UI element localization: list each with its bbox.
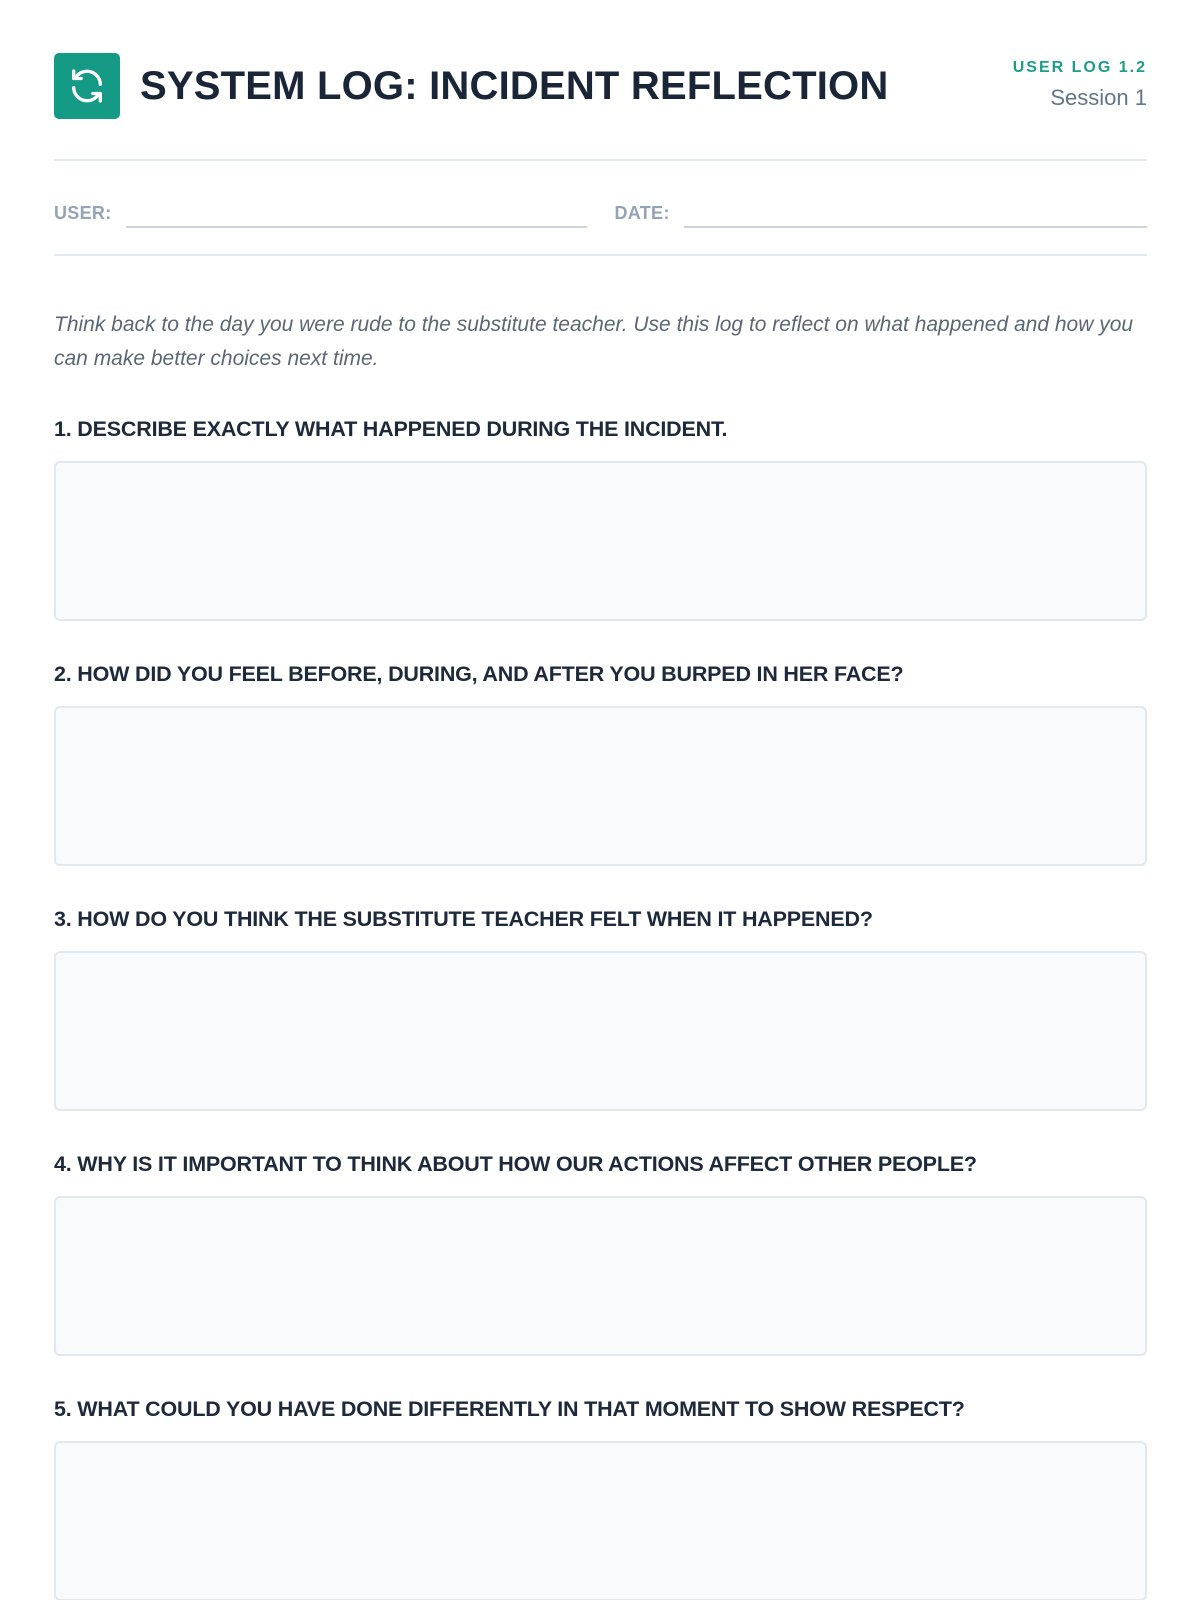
- question-label: 2. HOW DID YOU FEEL BEFORE, DURING, AND AFTER YOU BURPED IN HER FACE?: [54, 662, 904, 686]
- question-2: [54, 661, 1147, 866]
- answer-box[interactable]: [54, 1196, 1147, 1356]
- brand: [54, 53, 888, 119]
- question-1: [54, 416, 1147, 621]
- question-3: [54, 906, 1147, 1111]
- date-field: [615, 200, 1148, 228]
- user-input-line[interactable]: [126, 200, 587, 228]
- answer-box[interactable]: [54, 951, 1147, 1111]
- date-label: DATE:: [614, 203, 670, 223]
- info-fields: [54, 161, 1147, 256]
- date-input-line[interactable]: [684, 200, 1147, 228]
- page-title: SYSTEM LOG: INCIDENT REFLECTION: [140, 64, 889, 108]
- question-4: [54, 1151, 1147, 1356]
- question-5: [54, 1396, 1147, 1600]
- answer-box[interactable]: [54, 461, 1147, 621]
- refresh-icon: [54, 53, 120, 119]
- question-label: 5. WHAT COULD YOU HAVE DONE DIFFERENTLY IN THAT MOMENT TO SHOW RESPECT?: [54, 1397, 965, 1421]
- intro-text: Think back to the day you were rude to the substitute teacher. Use this log to reflect on what happened and how you can make better choices next time.: [54, 313, 1134, 370]
- user-field: [54, 200, 587, 228]
- log-version: USER LOG 1.2: [1012, 59, 1147, 76]
- answer-box[interactable]: [54, 706, 1147, 866]
- log-meta: [1013, 53, 1147, 110]
- header: [54, 53, 1147, 161]
- session-label: Session 1: [1050, 85, 1147, 110]
- user-label: USER:: [54, 203, 112, 223]
- question-label: 1. DESCRIBE EXACTLY WHAT HAPPENED DURING THE INCIDENT.: [54, 417, 728, 441]
- question-label: 4. WHY IS IT IMPORTANT TO THINK ABOUT HOW OUR ACTIONS AFFECT OTHER PEOPLE?: [54, 1152, 977, 1176]
- question-label: 3. HOW DO YOU THINK THE SUBSTITUTE TEACHER FELT WHEN IT HAPPENED?: [54, 907, 873, 931]
- answer-box[interactable]: [54, 1441, 1147, 1600]
